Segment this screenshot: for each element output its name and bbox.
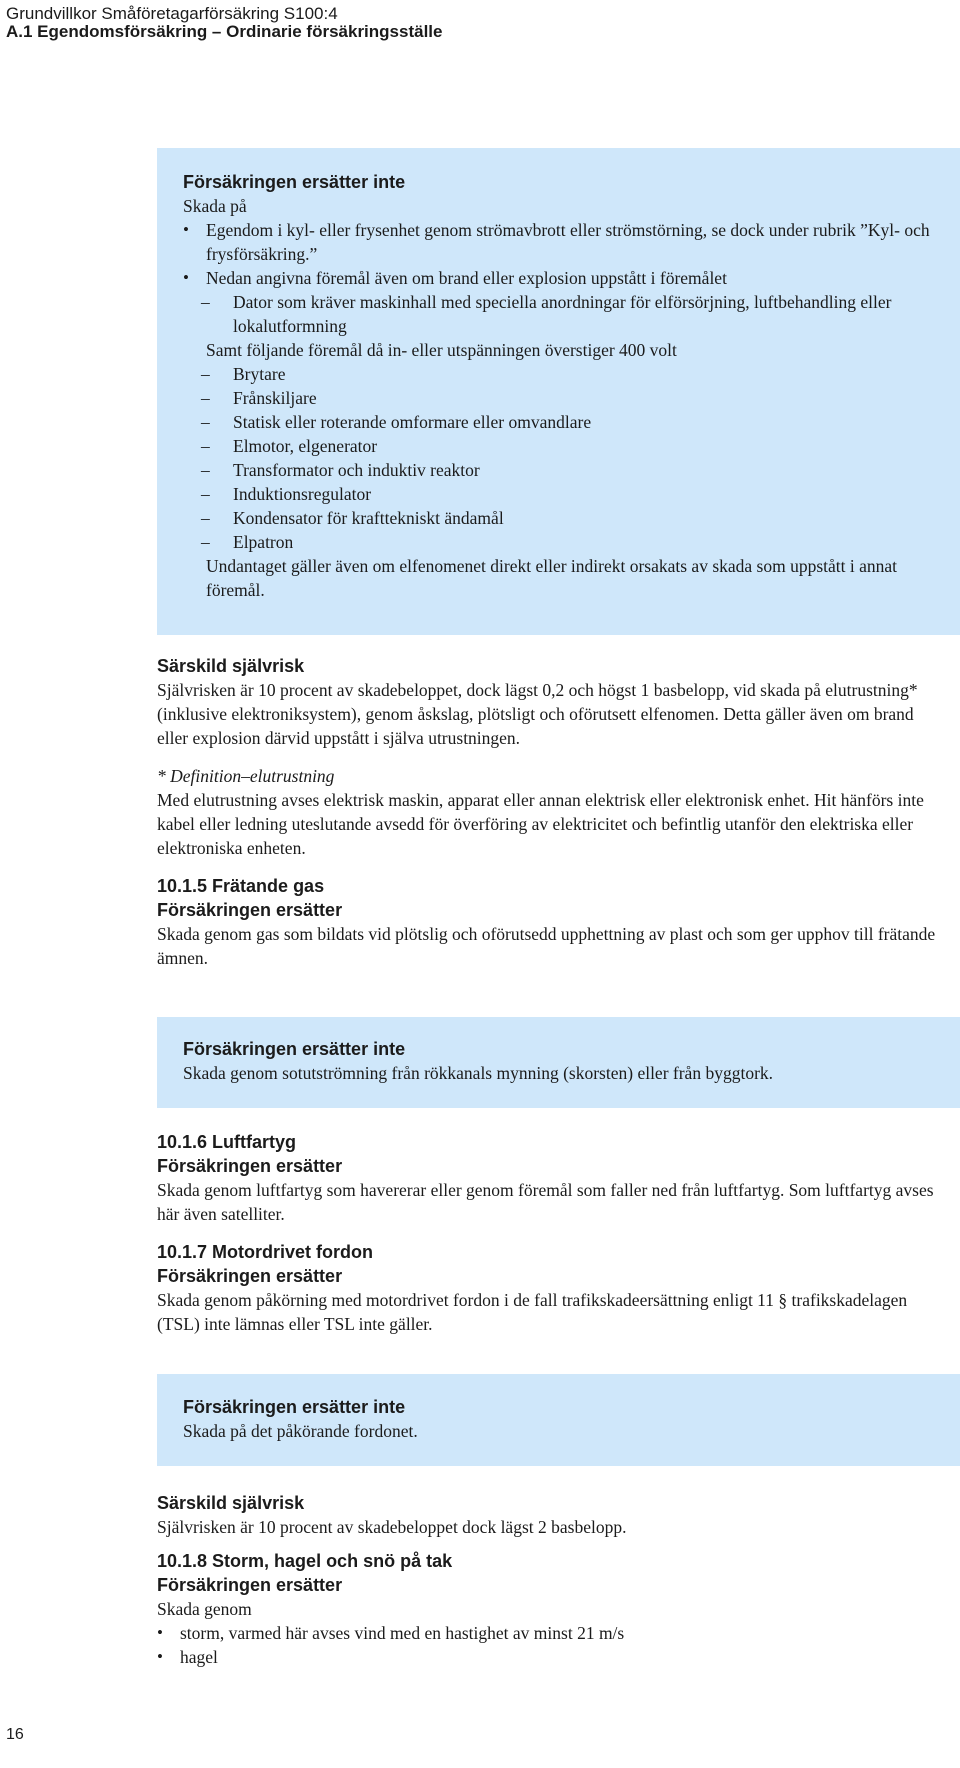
covered-text: Skada genom gas som bildats vid plötslig och oförutsedd upphettning av plast och som ger upphov till frätande ämnen.: [157, 924, 936, 968]
covered-text: Skada genom luftfartyg som havererar eller genom föremål som faller ned från luftfartyg. Som luftfartyg avses här även satelliter.: [157, 1180, 934, 1224]
bullet-icon: •: [183, 220, 189, 239]
exclusions-heading: Försäkringen ersätter inte: [183, 1397, 406, 1417]
dash-icon: –: [201, 484, 210, 504]
exclusions-text: Skada på det påkörande fordonet.: [183, 1421, 418, 1441]
dash-item: [183, 530, 930, 554]
dash-item-text: Dator som kräver maskinhall med speciella anordningar för elförsörjning, luftbehandling eller lokalutformning: [233, 292, 892, 336]
exclusions-box-vehicle: [157, 1374, 960, 1466]
section-title-10-1-8: 10.1.8 Storm, hagel och snö på tak: [157, 1551, 453, 1571]
dash-item: [183, 506, 930, 530]
covered-text: Skada genom påkörning med motordrivet fordon i de fall trafikskadeersättning enligt 11 § trafikskadelagen (TSL) inte lämnas eller TSL inte gäller.: [157, 1290, 908, 1334]
dash-item-text: Statisk eller roterande omformare eller omvandlare: [233, 412, 592, 432]
self-risk-text: Självrisken är 10 procent av skadebeloppet, dock lägst 0,2 och högst 1 basbelopp, vid skada på elutrustning* (inklusive elektroniksystem), genom åskslag, plötsligt och oförutsett elfenomen. Detta gäller även om brand eller explosion därvid uppstått i själva utrustningen.: [157, 680, 918, 748]
dash-item: [183, 458, 930, 482]
list-item: [157, 1645, 947, 1669]
dash-item-text: Elpatron: [233, 532, 294, 552]
section-title-10-1-7: 10.1.7 Motordrivet fordon: [157, 1242, 374, 1262]
dash-icon: –: [201, 388, 210, 408]
list-item-text: storm, varmed här avses vind med en hastighet av minst 21 m/s: [180, 1623, 625, 1643]
dash-item-text: Frånskiljare: [233, 388, 317, 408]
dash-item: [183, 290, 930, 338]
dash-item: [183, 386, 930, 410]
list-item: [157, 1621, 947, 1645]
dash-item: [183, 482, 930, 506]
covered-heading: Försäkringen ersätter: [157, 1156, 343, 1176]
dash-item: [183, 410, 930, 434]
exclusions-text: Skada genom sotutströmning från rökkanals mynning (skorsten) eller från byggtork.: [183, 1063, 774, 1083]
content-section-1: [157, 654, 947, 970]
bullet-icon: •: [183, 268, 189, 287]
dash-icon: –: [201, 460, 210, 480]
dash-item: [183, 434, 930, 458]
covered-heading: Försäkringen ersätter: [157, 1575, 343, 1595]
dash-icon: –: [201, 436, 210, 456]
exclusions-heading: Försäkringen ersätter inte: [183, 1039, 406, 1059]
content-section-3: [157, 1491, 947, 1669]
document-header-title: Grundvillkor Småföretagarförsäkring S100:4: [6, 4, 338, 23]
section-title-10-1-6: 10.1.6 Luftfartyg: [157, 1132, 297, 1152]
list-item-text: hagel: [180, 1647, 218, 1667]
self-risk-text: Självrisken är 10 procent av skadebeloppet dock lägst 2 basbelopp.: [157, 1517, 627, 1537]
content-section-2: [157, 1130, 947, 1336]
bullet-icon: •: [157, 1623, 163, 1642]
page-number: 16: [6, 1726, 24, 1743]
bullet-icon: •: [157, 1647, 163, 1666]
covered-heading: Försäkringen ersätter: [157, 900, 343, 920]
high-voltage-intro: Samt följande föremål då in- eller utspänningen överstiger 400 volt: [206, 340, 677, 360]
dash-item-text: Transformator och induktiv reaktor: [233, 460, 480, 480]
dash-item: [183, 362, 930, 386]
dash-icon: –: [201, 412, 210, 432]
document-header-section: A.1 Egendomsförsäkring – Ordinarie försäkringsställe: [6, 22, 443, 41]
covered-intro: Skada genom: [157, 1599, 252, 1619]
definition-text: Med elutrustning avses elektrisk maskin, apparat eller annan elektrisk eller elektronisk enhet. Hit hänförs inte kabel eller ledning uteslutande avsedd för överföring av elektricitet och befintlig utanför den elektriska eller elektroniska enheten.: [157, 790, 924, 858]
self-risk-heading: Särskild självrisk: [157, 1493, 305, 1513]
dash-item-text: Elmotor, elgenerator: [233, 436, 378, 456]
covered-heading: Försäkringen ersätter: [157, 1266, 343, 1286]
exclusions-box-gas: [157, 1017, 960, 1108]
exclusions-box-electrical: [157, 148, 960, 635]
dash-icon: –: [201, 364, 210, 384]
list-item-text: Nedan angivna föremål även om brand eller explosion uppstått i föremålet: [206, 268, 727, 288]
dash-item-text: Induktionsregulator: [233, 484, 372, 504]
exclusions-heading: Försäkringen ersätter inte: [183, 172, 406, 192]
exclusions-intro: Skada på: [183, 196, 247, 216]
definition-title: * Definition–elutrustning: [157, 766, 335, 786]
dash-icon: –: [201, 508, 210, 528]
dash-icon: –: [201, 532, 210, 552]
list-item: [183, 218, 930, 266]
section-title-10-1-5: 10.1.5 Frätande gas: [157, 876, 325, 896]
self-risk-heading: Särskild självrisk: [157, 656, 305, 676]
dash-item-text: Kondensator för krafttekniskt ändamål: [233, 508, 504, 528]
dash-item-text: Brytare: [233, 364, 286, 384]
exception-note: Undantaget gäller även om elfenomenet direkt eller indirekt orsakats av skada som uppstått i annat föremål.: [206, 556, 898, 600]
list-item: [183, 266, 930, 290]
list-item-text: Egendom i kyl- eller frysenhet genom strömavbrott eller strömstörning, se dock under rubrik ”Kyl- och frysförsäkring.”: [206, 220, 930, 264]
dash-icon: –: [201, 292, 210, 312]
